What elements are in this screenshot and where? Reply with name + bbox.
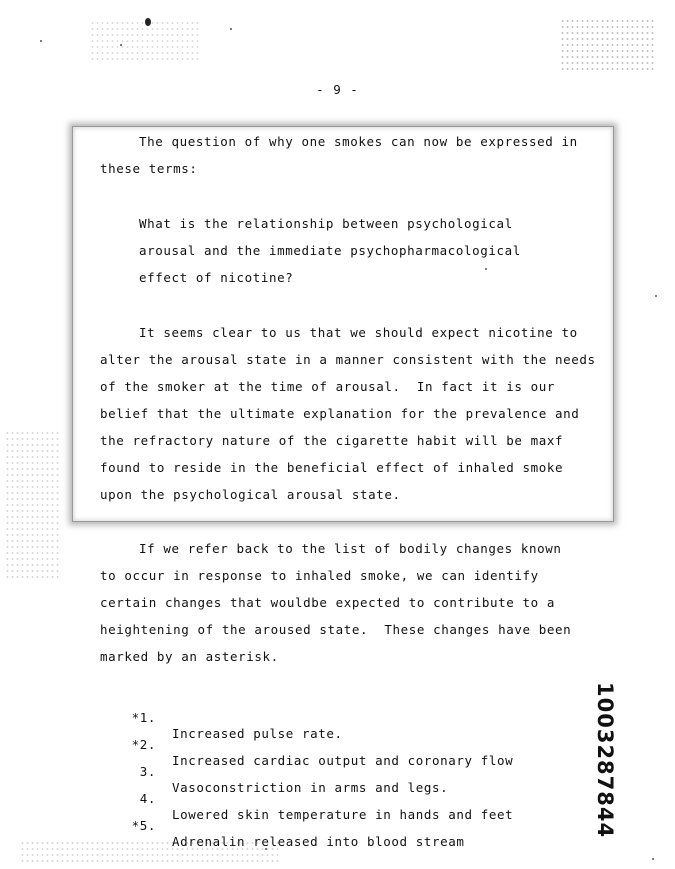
list-text: Lowered skin temperature in hands and feet (172, 807, 514, 822)
speckle (40, 40, 42, 42)
speckle (230, 28, 232, 30)
text-line: If we refer back to the list of bodily changes known (139, 541, 562, 556)
question-line: What is the relationship between psychological (139, 216, 513, 231)
scan-noise-top-left (90, 20, 200, 60)
list-marker: *5. (131, 818, 156, 833)
speckle (655, 295, 657, 297)
list-marker: *2. (131, 737, 156, 752)
text-line: of the smoker at the time of arousal. In fact it is our (100, 379, 556, 394)
text-line: It seems clear to us that we should expect nicotine to (139, 325, 578, 340)
question-line: arousal and the immediate psychopharmacological (139, 243, 521, 258)
speckle (145, 18, 151, 26)
text-line: these terms: (100, 161, 198, 176)
text-line: certain changes that wouldbe expected to contribute to a (100, 595, 556, 610)
question-line: effect of nicotine? (139, 270, 294, 285)
list-text: Increased cardiac output and coronary flow (172, 753, 514, 768)
list-text: Adrenalin released into blood stream (172, 834, 465, 849)
text-line: alter the arousal state in a manner consistent with the needs (100, 352, 596, 367)
text-line: found to reside in the beneficial effect of inhaled smoke (100, 460, 564, 475)
page-number: - 9 - (316, 82, 359, 97)
text-line: heightening of the aroused state. These changes have been (100, 622, 572, 637)
text-line: the refractory nature of the cigarette habit will be maxf (100, 433, 564, 448)
scan-noise-top-right (560, 18, 655, 73)
text-line: belief that the ultimate explanation for the prevalence and (100, 406, 580, 421)
text-line: marked by an asterisk. (100, 649, 279, 664)
list-marker: *1. (131, 710, 156, 725)
speckle (120, 44, 122, 46)
scan-noise-left (5, 430, 60, 580)
text-line: upon the psychological arousal state. (100, 487, 401, 502)
text-line: to occur in response to inhaled smoke, we can identify (100, 568, 539, 583)
text-line: The question of why one smokes can now be expressed in (139, 134, 578, 149)
list-marker: 4. (139, 791, 156, 806)
list-marker: 3. (139, 764, 156, 779)
bates-number-stamp: 1003287844 (593, 682, 617, 839)
list-text: Vasoconstriction in arms and legs. (172, 780, 449, 795)
list-text: Increased pulse rate. (172, 726, 343, 741)
speckle (652, 858, 654, 860)
